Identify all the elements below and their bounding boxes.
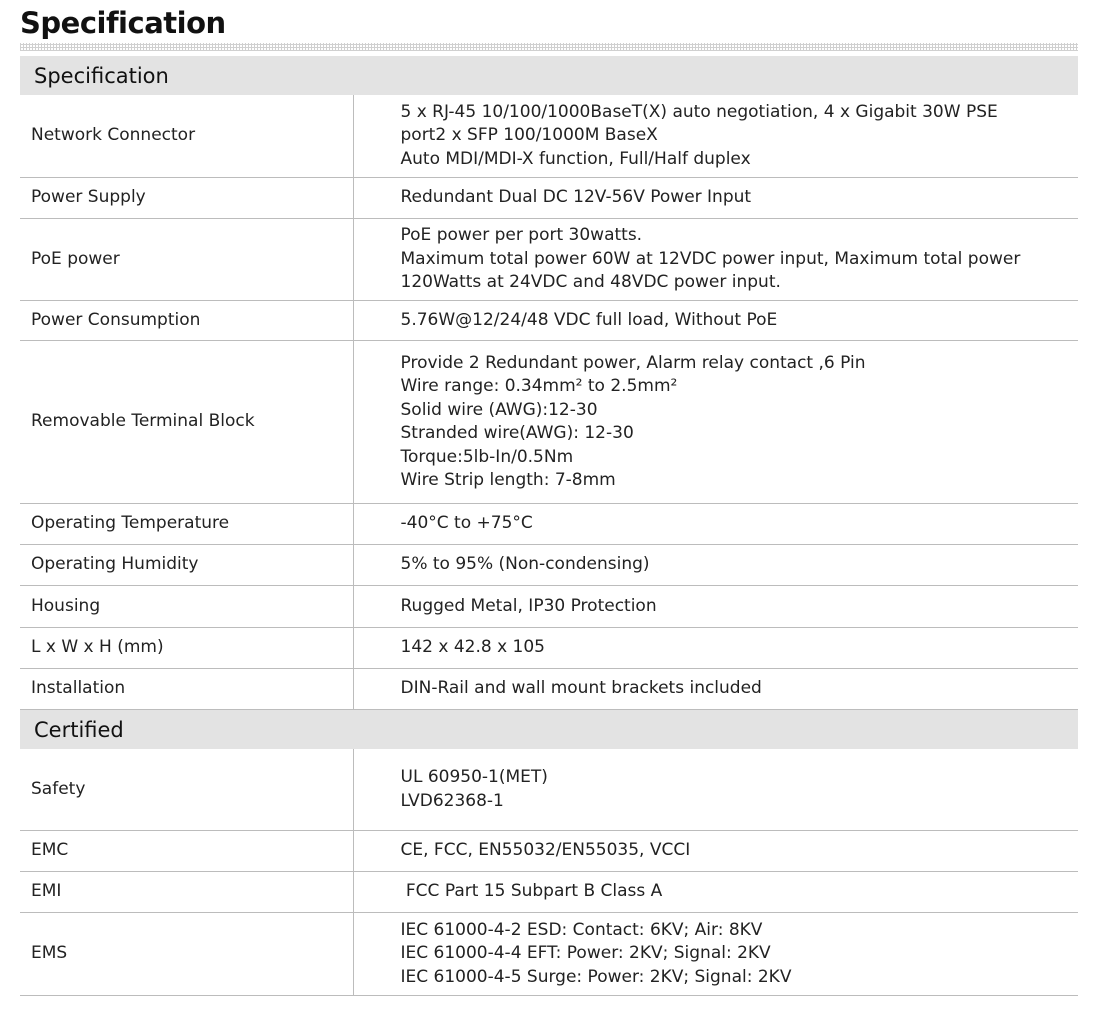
row-value [353, 669, 1078, 710]
row-value [353, 749, 1078, 831]
row-label: Operating Humidity [20, 545, 353, 586]
page-title: Specification [20, 6, 226, 40]
row-label: Housing [20, 586, 353, 628]
table-row [20, 504, 1078, 545]
row-value [353, 545, 1078, 586]
spec-table [20, 56, 1078, 996]
row-label: Power Consumption [20, 301, 353, 341]
row-value [353, 95, 1078, 178]
value-line: 142 x 42.8 x 105 [400, 637, 545, 658]
section-header-row [20, 56, 1078, 95]
row-value [353, 504, 1078, 545]
table-row [20, 586, 1078, 628]
row-label: PoE power [20, 219, 353, 301]
value-line: DIN-Rail and wall mount brackets included [400, 678, 762, 699]
value-line: Wire range: 0.34mm² to 2.5mm² [400, 376, 678, 396]
row-label: L x W x H (mm) [20, 628, 353, 669]
row-value [353, 628, 1078, 669]
value-line: LVD62368-1 [400, 790, 504, 811]
title-divider [20, 43, 1078, 51]
table-row [20, 749, 1078, 831]
row-label: Installation [20, 669, 353, 710]
section-header-row [20, 710, 1078, 750]
row-value [353, 341, 1078, 504]
table-row [20, 219, 1078, 301]
table-row [20, 913, 1078, 996]
value-line: 120Watts at 24VDC and 48VDC power input. [400, 272, 781, 293]
value-line: 5 x RJ-45 10/100/1000BaseT(X) auto negotiation, 4 x Gigabit 30W PSE [400, 101, 998, 122]
row-label: Removable Terminal Block [20, 341, 353, 504]
value-line: -40°C to +75°C [400, 513, 533, 534]
table-row [20, 872, 1078, 913]
row-label: EMC [20, 831, 353, 872]
value-line: Auto MDI/MDI-X function, Full/Half duplex [400, 148, 751, 169]
value-line: PoE power per port 30watts. [400, 225, 643, 246]
value-line: Solid wire (AWG):12-30 [400, 399, 598, 420]
row-label: Safety [20, 749, 353, 831]
row-label: Power Supply [20, 178, 353, 219]
value-line: Provide 2 Redundant power, Alarm relay contact ,6 Pin [400, 352, 866, 373]
row-value [353, 872, 1078, 913]
row-label: EMI [20, 872, 353, 913]
value-line: 5.76W@12/24/48 VDC full load, Without PoE [400, 309, 778, 330]
value-line: CE, FCC, EN55032/EN55035, VCCI [400, 840, 691, 861]
row-label: Operating Temperature [20, 504, 353, 545]
section-header: Certified [20, 710, 1078, 750]
row-label: EMS [20, 913, 353, 996]
value-line: 5% to 95% (Non-condensing) [400, 554, 650, 575]
row-value [353, 913, 1078, 996]
row-value [353, 831, 1078, 872]
value-line: port2 x SFP 100/1000M BaseX [400, 125, 658, 146]
table-row [20, 95, 1078, 178]
value-line: Rugged Metal, IP30 Protection [400, 595, 657, 616]
value-line: IEC 61000-4-2 ESD: Contact: 6KV; Air: 8KV [400, 919, 763, 940]
value-line: IEC 61000-4-4 EFT: Power: 2KV; Signal: 2KV [400, 943, 771, 964]
value-line: FCC Part 15 Subpart B Class A [400, 881, 663, 902]
table-row [20, 831, 1078, 872]
value-line: Torque:5lb-In/0.5Nm [400, 446, 574, 467]
table-row [20, 545, 1078, 586]
row-value [353, 586, 1078, 628]
row-value [353, 178, 1078, 219]
value-line: UL 60950-1(MET) [400, 767, 548, 787]
table-row [20, 178, 1078, 219]
table-row [20, 628, 1078, 669]
row-label: Network Connector [20, 95, 353, 178]
table-row [20, 341, 1078, 504]
row-value [353, 301, 1078, 341]
value-line: Maximum total power 60W at 12VDC power input, Maximum total power [400, 248, 1021, 269]
value-line: Redundant Dual DC 12V-56V Power Input [400, 187, 752, 208]
section-header: Specification [20, 56, 1078, 95]
value-line: Stranded wire(AWG): 12-30 [400, 423, 634, 443]
value-line: Wire Strip length: 7-8mm [400, 470, 616, 490]
row-value [353, 219, 1078, 301]
value-line: IEC 61000-4-5 Surge: Power: 2KV; Signal: 2KV [400, 966, 792, 987]
spec-table-body [20, 56, 1078, 996]
table-row [20, 301, 1078, 341]
table-row [20, 669, 1078, 710]
